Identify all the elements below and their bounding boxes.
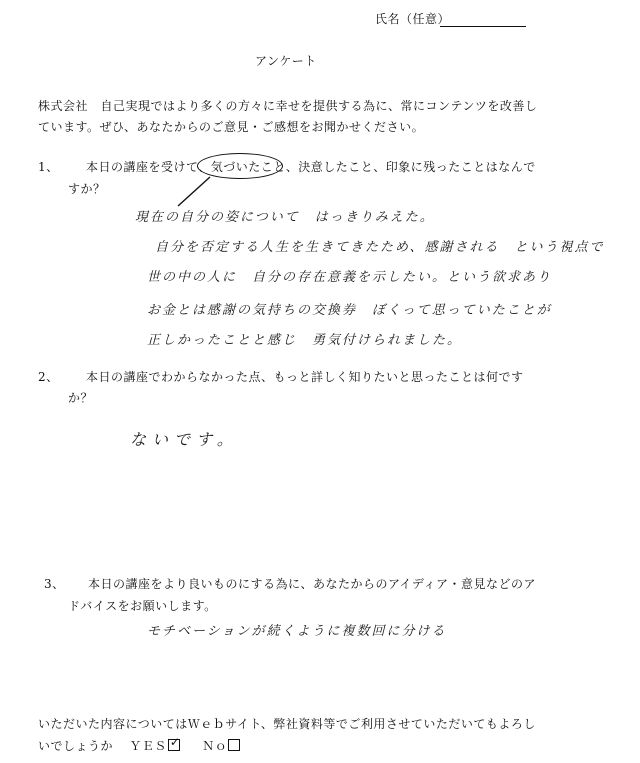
page-title: アンケート [255, 54, 317, 68]
q1-answer-line-5: 正しかったことと感じ 勇気付けられました。 [147, 333, 463, 348]
q2-line-2: か？ [68, 391, 94, 405]
q1-answer-line-1: 現在の自分の姿について はっきりみえた。 [135, 210, 435, 225]
intro-line-1: 株式会社 自己実現ではより多くの方々に幸せを提供する為に、常にコンテンツを改善し [38, 99, 538, 113]
q3-line-1: 本日の講座をより良いものにする為に、あなたからのアイディア・意見などのア [88, 577, 536, 591]
no-option-label: Ｎｏ [202, 739, 228, 753]
q1-answer-line-2: 自分を否定する人生を生きてきたため、感謝される という視点で [155, 240, 605, 255]
q1-line-1: 本日の講座を受けて、気づいたこと、決意したこと、印象に残ったことはなんで [86, 160, 536, 174]
q1-answer-line-3: 世の中の人に 自分の存在意義を示したい。という欲求あり [147, 270, 553, 285]
q2-answer: ないです。 [130, 430, 239, 449]
q2-number: 2、 [38, 370, 59, 384]
consent-line-2 [38, 737, 240, 754]
q1-number: 1、 [38, 160, 59, 174]
yes-option-label: ＹＥＳ [129, 739, 167, 753]
q3-number: 3、 [44, 577, 65, 591]
yes-checkbox[interactable] [168, 735, 181, 751]
consent-question: いでしょうか [38, 739, 114, 753]
intro-line-2: ています。ぜひ、あなたからのご意見・ご感想をお聞かせください。 [38, 120, 425, 134]
check-mark-icon: ✓ [169, 735, 181, 749]
consent-line-1: いただいた内容についてはＷｅｂサイト、弊社資料等でご利用させていただいてもよろし [38, 717, 536, 731]
name-field-label: 氏名（任意） [375, 12, 451, 26]
q1-answer-line-4: お金とは感謝の気持ちの交換券 ぼくって思っていたことが [147, 303, 552, 318]
q2-line-1: 本日の講座でわからなかった点、もっと詳しく知りたいと思ったことは何です [86, 370, 524, 384]
q3-line-2: ドバイスをお願いします。 [68, 599, 217, 613]
no-checkbox[interactable] [228, 739, 240, 751]
q1-line-2: すか？ [68, 182, 106, 196]
q3-answer: モチベーションが続くように複数回に分ける [147, 624, 447, 639]
